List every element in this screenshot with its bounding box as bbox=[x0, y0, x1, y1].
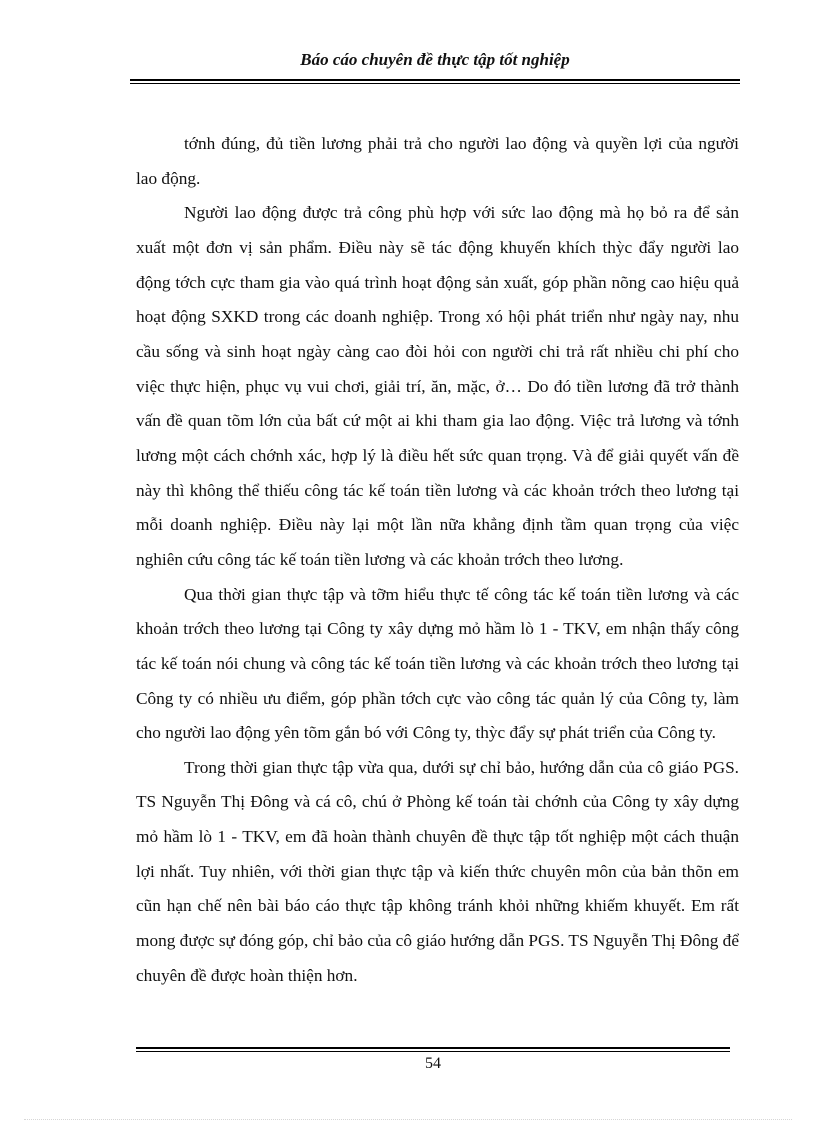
paragraph-3: Qua thời gian thực tập và tỡm hiểu thực tế công tác kế toán tiền lương và các khoản trớch theo lương tại Công ty xây dựng mỏ hầm lò 1 - TKV, em nhận thấy công tác kế toán nói chung và công tác kế toán tiền lương và các khoản trớch theo lương tại Công ty có nhiều ưu điểm, góp phần tớch cực vào công tác quản lý của Công ty, làm cho người lao động yên tõm gắn bó với Công ty, thỳc đẩy sự phát triển của Công ty. bbox=[136, 584, 739, 743]
page-number: 54 bbox=[425, 1055, 441, 1072]
page-header-title: Báo cáo chuyên đề thực tập tốt nghiệp bbox=[300, 50, 570, 69]
page-edge-divider bbox=[24, 1119, 792, 1120]
header-rule bbox=[130, 79, 740, 84]
paragraph-4: Trong thời gian thực tập vừa qua, dưới sự chỉ bảo, hướng dẫn của cô giáo PGS. TS Nguyễn Thị Đông và cá cô, chú ở Phòng kế toán tài chớnh của Công ty xây dựng mỏ hầm lò 1 - TKV, em đã hoàn thành chuyên đề thực tập tốt nghiệp một cách thuận lợi nhất. Tuy nhiên, với thời gian thực tập và kiến thức chuyên môn của bản thõn em cũn hạn chế nên bài báo cáo thực tập không tránh khỏi những khiếm khuyết. Em rất mong được sự đóng góp, chỉ bảo của cô giáo hướng dẫn PGS. TS Nguyễn Thị Đông để chuyên đề được hoàn thiện hơn. bbox=[136, 757, 739, 985]
document-body bbox=[136, 127, 739, 993]
paragraph-1: tớnh đúng, đủ tiền lương phải trả cho người lao động và quyền lợi của người lao động. bbox=[136, 134, 739, 188]
paragraph-2: Người lao động được trả công phù hợp với sức lao động mà họ bỏ ra để sản xuất một đơn vị sản phẩm. Điều này sẽ tác động khuyến khích thỳc đẩy người lao động tớch cực tham gia vào quá trình hoạt động sản xuất, góp phần nõng cao hiệu quả hoạt động SXKD trong các doanh nghiệp. Trong xó hội phát triển như ngày nay, nhu cầu sống và sinh hoạt ngày càng cao đòi hỏi con người chi trả rất nhiều chi phí cho việc thực hiện, phục vụ vui chơi, giải trí, ăn, mặc, ở… Do đó tiền lương đã trở thành vấn đề quan tõm lớn của bất cứ một ai khi tham gia lao động. Việc trả lương và tớnh lương một cách chớnh xác, hợp lý là điều hết sức quan trọng. Và để giải quyết vấn đề này thì không thể thiếu công tác kế toán tiền lương và các khoản trớch theo lương tại mỗi doanh nghiệp. Điều này lại một lần nữa khẳng định tầm quan trọng của việc nghiên cứu công tác kế toán tiền lương và các khoản trớch theo lương. bbox=[136, 203, 739, 569]
footer-rule bbox=[136, 1047, 730, 1052]
